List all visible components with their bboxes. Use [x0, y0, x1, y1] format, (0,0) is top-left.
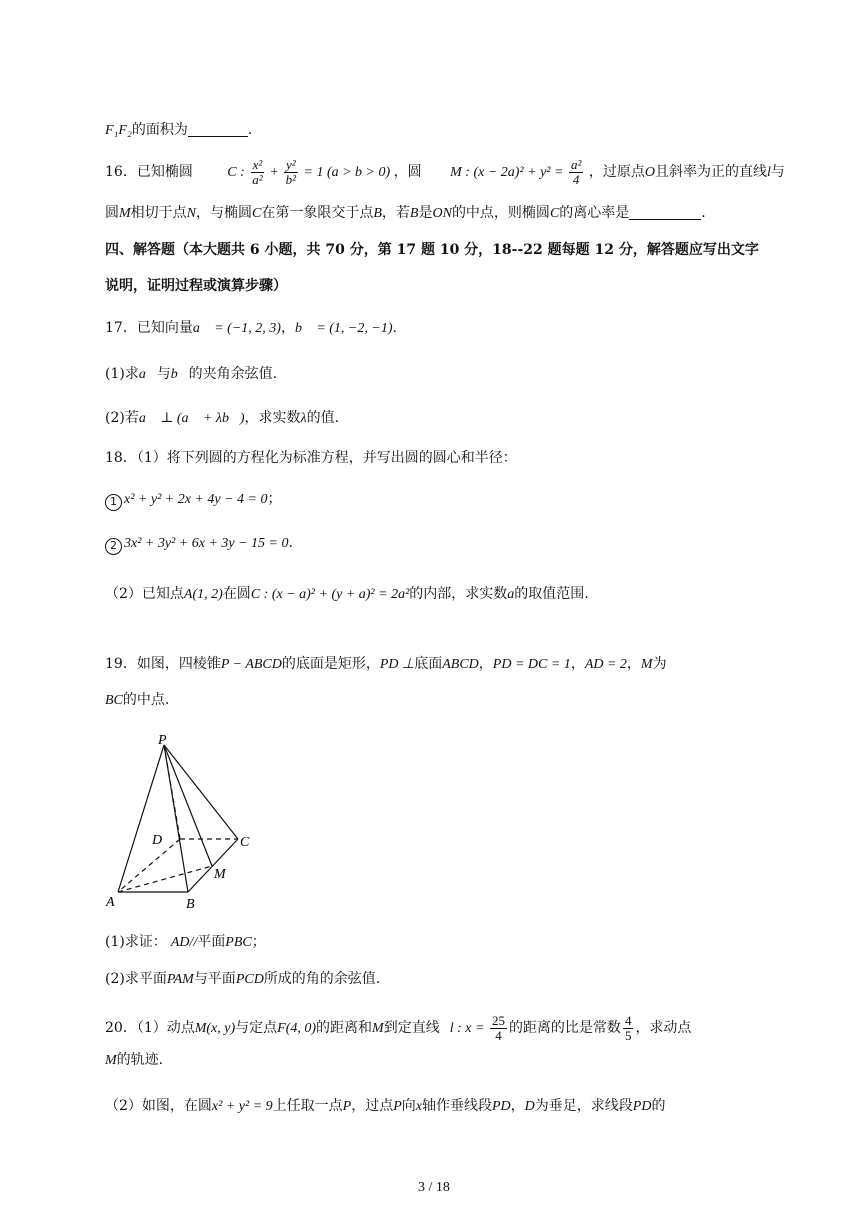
question-20: 20．（1）动点M(x, y)与定点F(4, 0)的距离和M到定直线 l : x = $\frac{25}{4}$ 的距离的比是常数 $\frac{4}{5}$ ，求动点 [105, 1012, 692, 1044]
question-19-line2: BC的中点. [105, 692, 170, 708]
question-19: 19．如图，四棱锥P − ABCD的底面是矩形，PD ⊥底面ABCD，PD = DC = 1，AD = 2，M为 [105, 656, 667, 672]
section-4-heading-cont: 说明，证明过程或演算步骤） [105, 278, 287, 294]
answer-blank-16[interactable] [629, 205, 701, 220]
question-18-eq1: 1 x² + y² + 2x + 4y − 4 = 0； [105, 489, 282, 511]
edge-AM-hidden [118, 866, 212, 892]
q15-tail: F₁F₂的面积为 . [105, 122, 253, 138]
circled-number-2: 2 [105, 538, 122, 555]
pyramid-figure [100, 730, 270, 915]
vector-b: b⃗ = (1, −2, −1) [294, 321, 393, 336]
f1f2-label: F₁F₂ [105, 123, 132, 138]
circle-m-equation: M : (x − 2a)² + y² = $\frac{\text{a²}}{4}$ [450, 157, 582, 188]
label-D: D [152, 833, 163, 848]
question-19-part1: (1)求证： AD//平面PBC； [105, 934, 266, 950]
edge-BC [188, 839, 238, 892]
vector-a: a⃗ = (−1, 2, 3) [192, 321, 281, 336]
question-19-part2: (2)求平面PAM与平面PCD所成的角的余弦值. [105, 971, 381, 987]
edge-DA-hidden [118, 839, 180, 892]
question-20-line2: M的轨迹. [105, 1052, 164, 1068]
label-M: M [214, 867, 226, 882]
ellipse-equation: C : $\frac{\text{x²}}{\text{a²}}$ + $\frac{\text{y²}}{\text{b²}}$ = 1 (a > b > 0) [227, 157, 391, 188]
label-A: A [106, 895, 115, 910]
question-17-part1: (1)求a⃗与b⃗的夹角余弦值. [105, 366, 278, 382]
question-16-line2: 圆M相切于点N，与椭圆C在第一象限交于点B，若B是ON的中点，则椭圆C的离心率是 . [105, 205, 706, 221]
question-18: 18．（1）将下列圆的方程化为标准方程，并写出圆的圆心和半径： [105, 450, 517, 466]
label-B: B [186, 897, 195, 912]
question-18-eq2: 2 3x² + 3y² + 6x + 3y − 15 = 0. [105, 533, 293, 555]
label-C: C [240, 835, 250, 850]
edge-PA [118, 745, 164, 892]
question-17-part2: (2)若a⃗ ⊥ (a⃗ + λb⃗)，求实数λ的值. [105, 410, 340, 426]
page-number: 3 / 18 [418, 1180, 450, 1195]
answer-blank[interactable] [188, 122, 248, 137]
label-P: P [158, 733, 167, 748]
edge-PC [164, 745, 238, 839]
question-17: 17．已知向量a⃗ = (−1, 2, 3)，b⃗ = (1, −2, −1). [105, 320, 397, 336]
edge-PM [164, 745, 212, 866]
question-16-line1: 16．已知椭圆 C : $\frac{\text{x²}}{\text{a²}}$ + $\frac{\text{y²}}{\text{b²}}$ = 1 (a > b > 0) ，圆 M : (x − 2a)² + y² = $\frac{\text{a²}}{4}$ ，过原点O且斜率为正的直线l与 [105, 157, 785, 188]
section-4-heading: 四、解答题（本大题共 6 小题，共 70 分，第 17 题 10 分，18--22 题每题 12 分，解答题应写出文字 [105, 242, 759, 258]
circled-number-1: 1 [105, 494, 122, 511]
question-18-part2: （2）已知点A(1, 2)在圆C : (x − a)² + (y + a)² = 2a²的内部，求实数a的取值范围. [105, 586, 589, 602]
question-20-part2: （2）如图，在圆x² + y² = 9上任取一点P，过点P向x轴作垂线段PD，D为垂足，求线段PD的 [105, 1098, 666, 1114]
